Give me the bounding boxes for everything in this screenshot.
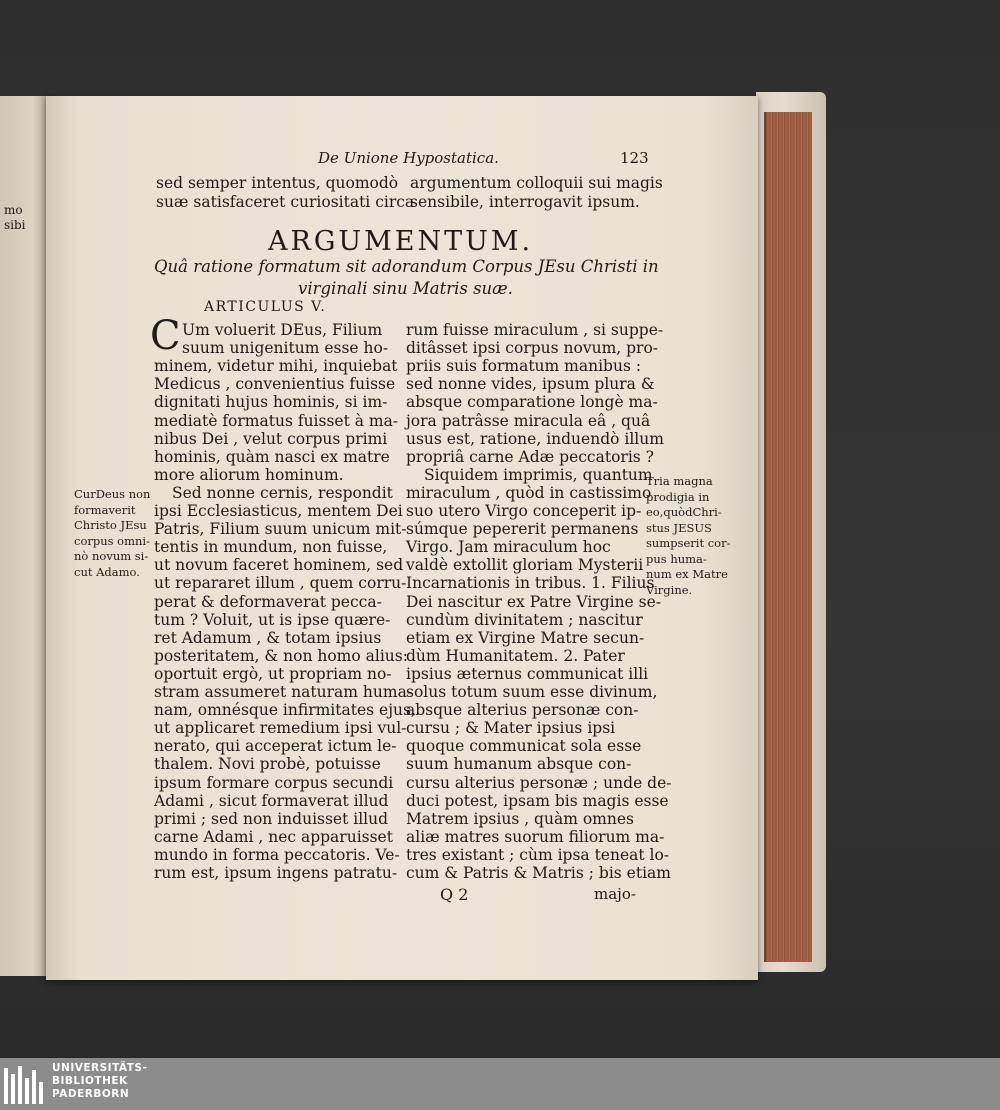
text-line: Virgo. Jam miraculum hoc <box>406 538 611 557</box>
marginal-note-line: nò novum si- <box>74 549 149 563</box>
text-line: dùm Humanitatem. 2. Pater <box>406 646 625 665</box>
library-logo-icon <box>0 1062 48 1108</box>
text-line: jora patrâsse miracula eâ , quâ <box>406 411 651 430</box>
text-line: tum ? Voluit, ut is ipse quære- <box>154 610 391 629</box>
text-line: ut novum faceret hominem, sed <box>154 556 404 575</box>
text-line: tentis in mundum, non fuisse, <box>154 538 388 557</box>
text-line: Patris, Filium suum unicum mit- <box>154 520 407 539</box>
text-line: Medicus , convenientius fuisse <box>154 375 396 394</box>
catchword: majo- <box>594 885 636 903</box>
text-line: cundùm divinitatem ; nascitur <box>406 610 643 629</box>
text-line: ipsius æternus communicat illi <box>406 664 649 683</box>
section-subtitle: Quâ ratione formatum sit adorandum Corpus JEsu Christi in <box>154 257 659 276</box>
text-line: rum fuisse miraculum , si suppe- <box>406 321 664 339</box>
text-line: perat & deformaverat pecca- <box>154 592 382 611</box>
page-number: 123 <box>620 149 649 167</box>
marginal-note-line: prodigia in <box>646 489 710 504</box>
marginal-note-line: stus JESUS <box>646 520 712 535</box>
marginal-note-line: cut Adamo. <box>74 564 140 579</box>
footer-logo-line: BIBLIOTHEK <box>52 1075 128 1087</box>
text-line: absque alterius personæ con- <box>406 701 639 720</box>
text-line: minem, videtur mihi, inquiebat <box>154 357 398 376</box>
text-line: duci potest, ipsam bis magis esse <box>406 791 669 810</box>
text-line: valdè extollit gloriam Mysterii <box>406 556 644 575</box>
left-page-fragment: mo <box>4 203 23 217</box>
section-subtitle: virginali sinu Matris suæ. <box>298 279 513 298</box>
text-line: carne Adami , nec apparuisset <box>154 827 393 846</box>
text-line: suum humanum absque con- <box>406 755 632 774</box>
text-line: miraculum , quòd in castissimo <box>406 483 652 502</box>
text-line: quoque communicat sola esse <box>406 737 642 756</box>
left-page-fragment: sibi <box>4 218 26 232</box>
text-line: nam, omnésque infirmitates ejus, <box>154 701 416 720</box>
text-line: ut repararet illum , quem corru- <box>154 574 407 593</box>
marginal-note-line: formaverit <box>74 502 136 517</box>
article-heading: ARTICULUS V. <box>204 299 327 315</box>
marginal-note-line: Tria magna <box>646 474 713 488</box>
text-line: cursu ; & Mater ipsius ipsi <box>406 719 616 738</box>
text-line: súmque pepererit permanens <box>406 520 639 539</box>
text-line: mediatè formatus fuisset à ma- <box>154 411 399 430</box>
text-line: suo utero Virgo conceperit ip- <box>406 502 642 520</box>
left-page-edge <box>0 96 46 976</box>
text-line: posteritatem, & non homo alius: <box>154 646 408 665</box>
text-line: etiam ex Virgine Matre secun- <box>406 628 645 647</box>
text-line: oportuit ergò, ut propriam no- <box>154 664 392 683</box>
text-line: primi ; sed non induisset illud <box>154 809 389 828</box>
marginal-note-line: eo,quòdChri- <box>646 505 722 519</box>
section-title: ARGUMENTUM. <box>268 226 534 257</box>
text-line: hominis, quàm nasci ex matre <box>154 447 390 466</box>
text-line: ret Adamum , & totam ipsius <box>154 628 382 647</box>
text-line: Dei nascitur ex Patre Virgine se- <box>406 592 662 611</box>
text-line: Siquidem imprimis, quantum <box>424 465 653 484</box>
text-line: ipsi Ecclesiasticus, mentem Dei <box>154 502 403 520</box>
text-line: mundo in forma peccatoris. Ve- <box>154 845 400 864</box>
marginal-note-line: Christo JEsu <box>74 518 147 532</box>
text-line: suum unigenitum esse ho- <box>182 339 389 358</box>
text-line: usus est, ratione, induendò illum <box>406 429 664 448</box>
text-line: rum est, ipsum ingens patratu- <box>154 864 398 882</box>
text-line: cum & Patris & Matris ; bis etiam <box>406 864 671 882</box>
running-head: De Unione Hypostatica. <box>318 149 499 167</box>
text-line: sensibile, interrogavit ipsum. <box>410 193 640 211</box>
text-line: Incarnationis in tribus. 1. Filius <box>406 574 655 593</box>
text-line: thalem. Novi probè, potuisse <box>154 755 381 774</box>
page-fore-edge <box>764 112 812 962</box>
marginal-note-line: corpus omni- <box>74 533 150 548</box>
text-line: Matrem ipsius , quàm omnes <box>406 809 634 828</box>
footer-logo-line: UNIVERSITÄTS- <box>52 1062 148 1074</box>
text-line: priis suis formatum manibus : <box>406 357 642 376</box>
marginal-note-line: CurDeus non <box>74 487 151 501</box>
text-line: absque comparatione longè ma- <box>406 393 658 412</box>
footer-logo-line: PADERBORN <box>52 1088 130 1100</box>
text-line: nibus Dei , velut corpus primi <box>154 429 388 448</box>
marginal-note-line: num ex Matre <box>646 567 728 581</box>
text-line: stram assumeret naturam huma- <box>154 683 413 701</box>
text-line: solus totum suum esse divinum, <box>406 683 658 701</box>
text-line: Adami , sicut formaverat illud <box>154 791 389 810</box>
text-line: ipsum formare corpus secundi <box>154 773 394 792</box>
marginal-note-line: Virgine. <box>646 582 693 597</box>
text-line: more aliorum hominum. <box>154 465 344 484</box>
signature-mark: Q 2 <box>440 885 469 904</box>
footer-bar <box>0 1058 1000 1110</box>
text-line: sed semper intentus, quomodò <box>156 174 399 192</box>
text-line: dignitati hujus hominis, si im- <box>154 393 388 412</box>
marginal-note-line: sumpserit cor- <box>646 536 731 550</box>
text-line: Sed nonne cernis, respondit <box>172 483 393 502</box>
text-line: argumentum colloquii sui magis <box>410 174 663 192</box>
text-line: Um voluerit DEus, Filium <box>182 321 383 339</box>
text-line: propriâ carne Adæ peccatoris ? <box>406 447 654 466</box>
text-line: tres existant ; cùm ipsa teneat lo- <box>406 845 670 864</box>
text-line: cursu alterius personæ ; unde de- <box>406 773 672 792</box>
text-line: aliæ matres suorum filiorum ma- <box>406 827 665 846</box>
text-line: nerato, qui acceperat ictum le- <box>154 737 397 756</box>
text-line: suæ satisfaceret curiositati circa <box>156 193 415 211</box>
text-line: sed nonne vides, ipsum plura & <box>406 375 655 394</box>
drop-capital: C <box>150 313 181 359</box>
text-line: ditâsset ipsi corpus novum, pro- <box>406 339 659 358</box>
marginal-note-line: pus huma- <box>646 551 707 566</box>
text-line: ut applicaret remedium ipsi vul- <box>154 719 407 738</box>
